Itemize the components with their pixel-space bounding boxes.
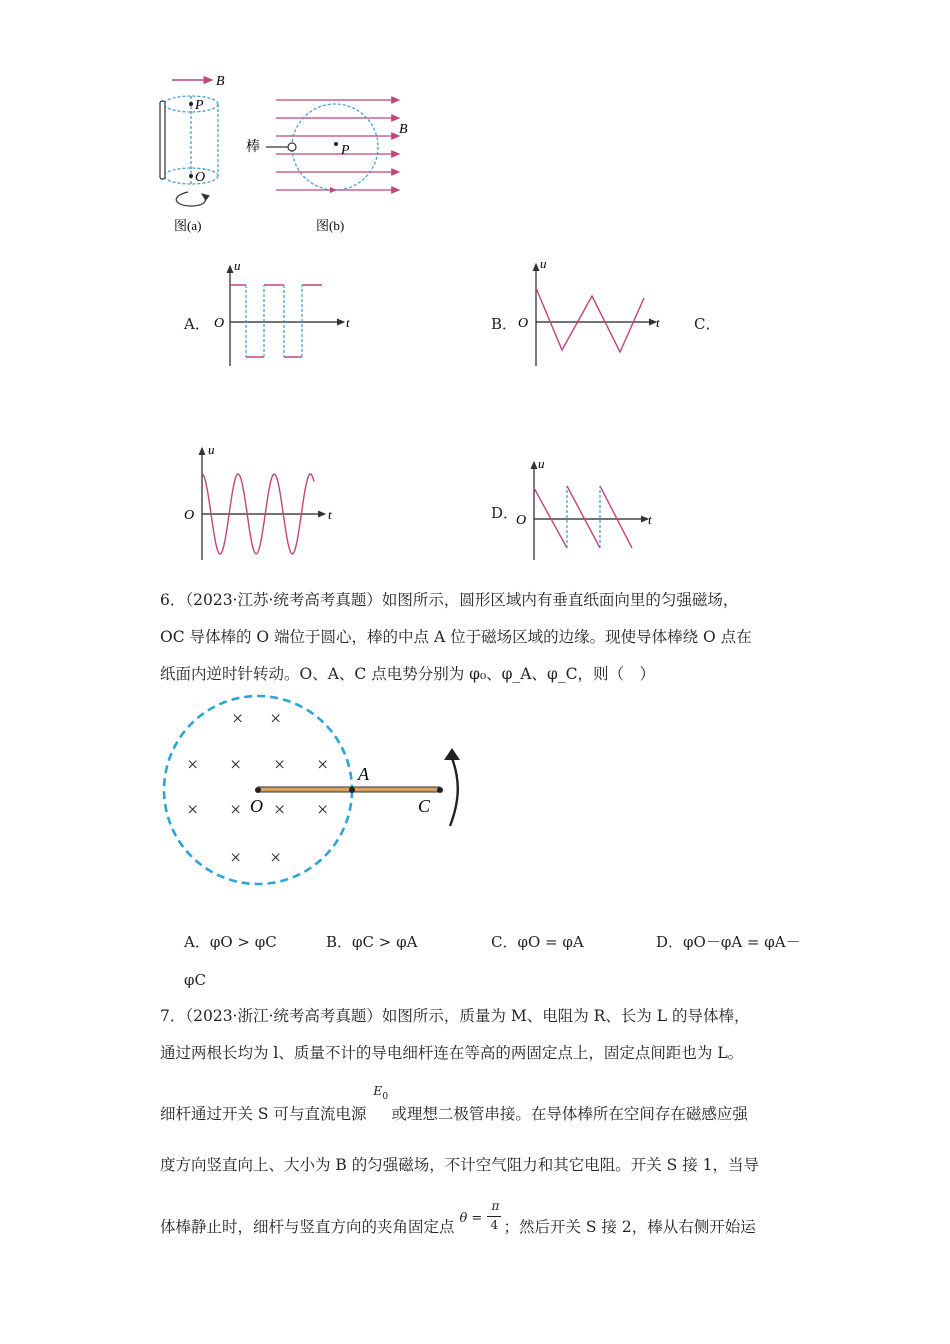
option-b-label[interactable]: B． — [491, 315, 518, 333]
svg-text:×: × — [232, 708, 244, 730]
q7-line4: 度方向竖直向上、大小为 B 的匀强磁场，不计空气阻力和其它电阻。开关 S 接 1，当导 — [160, 1156, 760, 1174]
svg-text:O: O — [214, 316, 225, 331]
caption-a: 图(a) — [174, 218, 202, 233]
label-a: A — [358, 764, 369, 784]
graph-option-b[interactable] — [514, 258, 664, 370]
figure-a — [150, 68, 240, 238]
q6-option-b[interactable]: B．φC > φA — [326, 933, 418, 951]
q6-line2: OC 导体棒的 O 端位于圆心，棒的中点 A 位于磁场区域的边缘。现使导体棒绕 O 点在 — [160, 628, 752, 646]
rotation-circle — [292, 104, 378, 190]
svg-text:×: × — [274, 799, 286, 821]
svg-text:O: O — [516, 513, 527, 528]
svg-text:×: × — [230, 847, 242, 869]
svg-text:u: u — [208, 442, 215, 457]
q6-option-a[interactable]: A．φO > φC — [184, 933, 277, 951]
graph-option-d[interactable] — [514, 456, 664, 564]
q7-line2: 通过两根长均为 l、质量不计的导电细杆连在等高的两固定点上，固定点间距也为 L。 — [160, 1044, 744, 1062]
svg-text:×: × — [270, 847, 282, 869]
svg-text:×: × — [317, 754, 329, 776]
e0-symbol: E 0 — [373, 1084, 389, 1102]
rod-end — [288, 143, 296, 151]
svg-text:u: u — [540, 258, 547, 271]
label-c: C — [418, 796, 431, 816]
rod — [160, 101, 165, 179]
svg-text:×: × — [230, 754, 242, 776]
q7-line3: 细杆通过开关 S 可与直流电源 E 0 或理想二极管串接。在导体棒所在空间存在磁感应强 — [160, 1084, 748, 1123]
svg-text:t: t — [648, 512, 652, 527]
svg-text:×: × — [187, 754, 199, 776]
label-o: O — [250, 796, 263, 816]
label-p: P — [195, 98, 204, 113]
figure-b — [244, 88, 419, 238]
q7-line5: 体棒静止时，细杆与竖直方向的夹角固定点 θ = π 4 ；然后开关 S 接 2，棒从右侧开始运 — [160, 1199, 756, 1236]
q6-option-d[interactable]: D．φO－φA = φA－ — [656, 933, 801, 951]
svg-text:O: O — [518, 316, 529, 331]
svg-text:u: u — [538, 456, 545, 471]
label-b: B — [216, 74, 225, 89]
conductor-rod-oc — [258, 787, 440, 792]
label-rod: 棒 — [246, 140, 260, 155]
svg-text:O: O — [184, 508, 195, 523]
svg-text:×: × — [317, 799, 329, 821]
svg-text:×: × — [274, 754, 286, 776]
svg-text:t: t — [328, 507, 332, 522]
label-o: O — [195, 170, 206, 185]
option-c-label[interactable]: C． — [694, 315, 721, 333]
svg-text:×: × — [270, 708, 282, 730]
label-b: B — [399, 122, 408, 137]
svg-text:×: × — [187, 799, 199, 821]
option-a-label[interactable]: A． — [184, 315, 210, 333]
svg-text:t: t — [346, 315, 350, 330]
q6-option-d-cont: φC — [184, 971, 206, 989]
theta-fraction: θ = π 4 — [459, 1215, 503, 1235]
svg-text:t: t — [656, 315, 660, 330]
rotation-arrow — [176, 192, 205, 206]
svg-text:u: u — [234, 258, 241, 273]
caption-b: 图(b) — [316, 218, 345, 233]
q6-line3: 纸面内逆时针转动。O、A、C 点电势分别为 φ₀、φ_A、φ_C，则（ ） — [160, 665, 655, 683]
q6-option-c[interactable]: C．φO = φA — [491, 933, 584, 951]
rotation-arrow — [450, 758, 458, 826]
graph-option-c[interactable] — [180, 442, 345, 564]
svg-text:×: × — [230, 799, 242, 821]
q7-line1: 7．（2023·浙江·统考高考真题）如图所示，质量为 M、电阻为 R、长为 L 的导体棒， — [160, 1007, 750, 1025]
label-p: P — [341, 143, 350, 158]
option-d-label[interactable]: D． — [491, 504, 519, 522]
q6-figure — [150, 688, 480, 893]
graph-option-a[interactable] — [208, 258, 358, 370]
q6-line1: 6．（2023·江苏·统考高考真题）如图所示，圆形区域内有垂直纸面向里的匀强磁场， — [160, 591, 739, 609]
